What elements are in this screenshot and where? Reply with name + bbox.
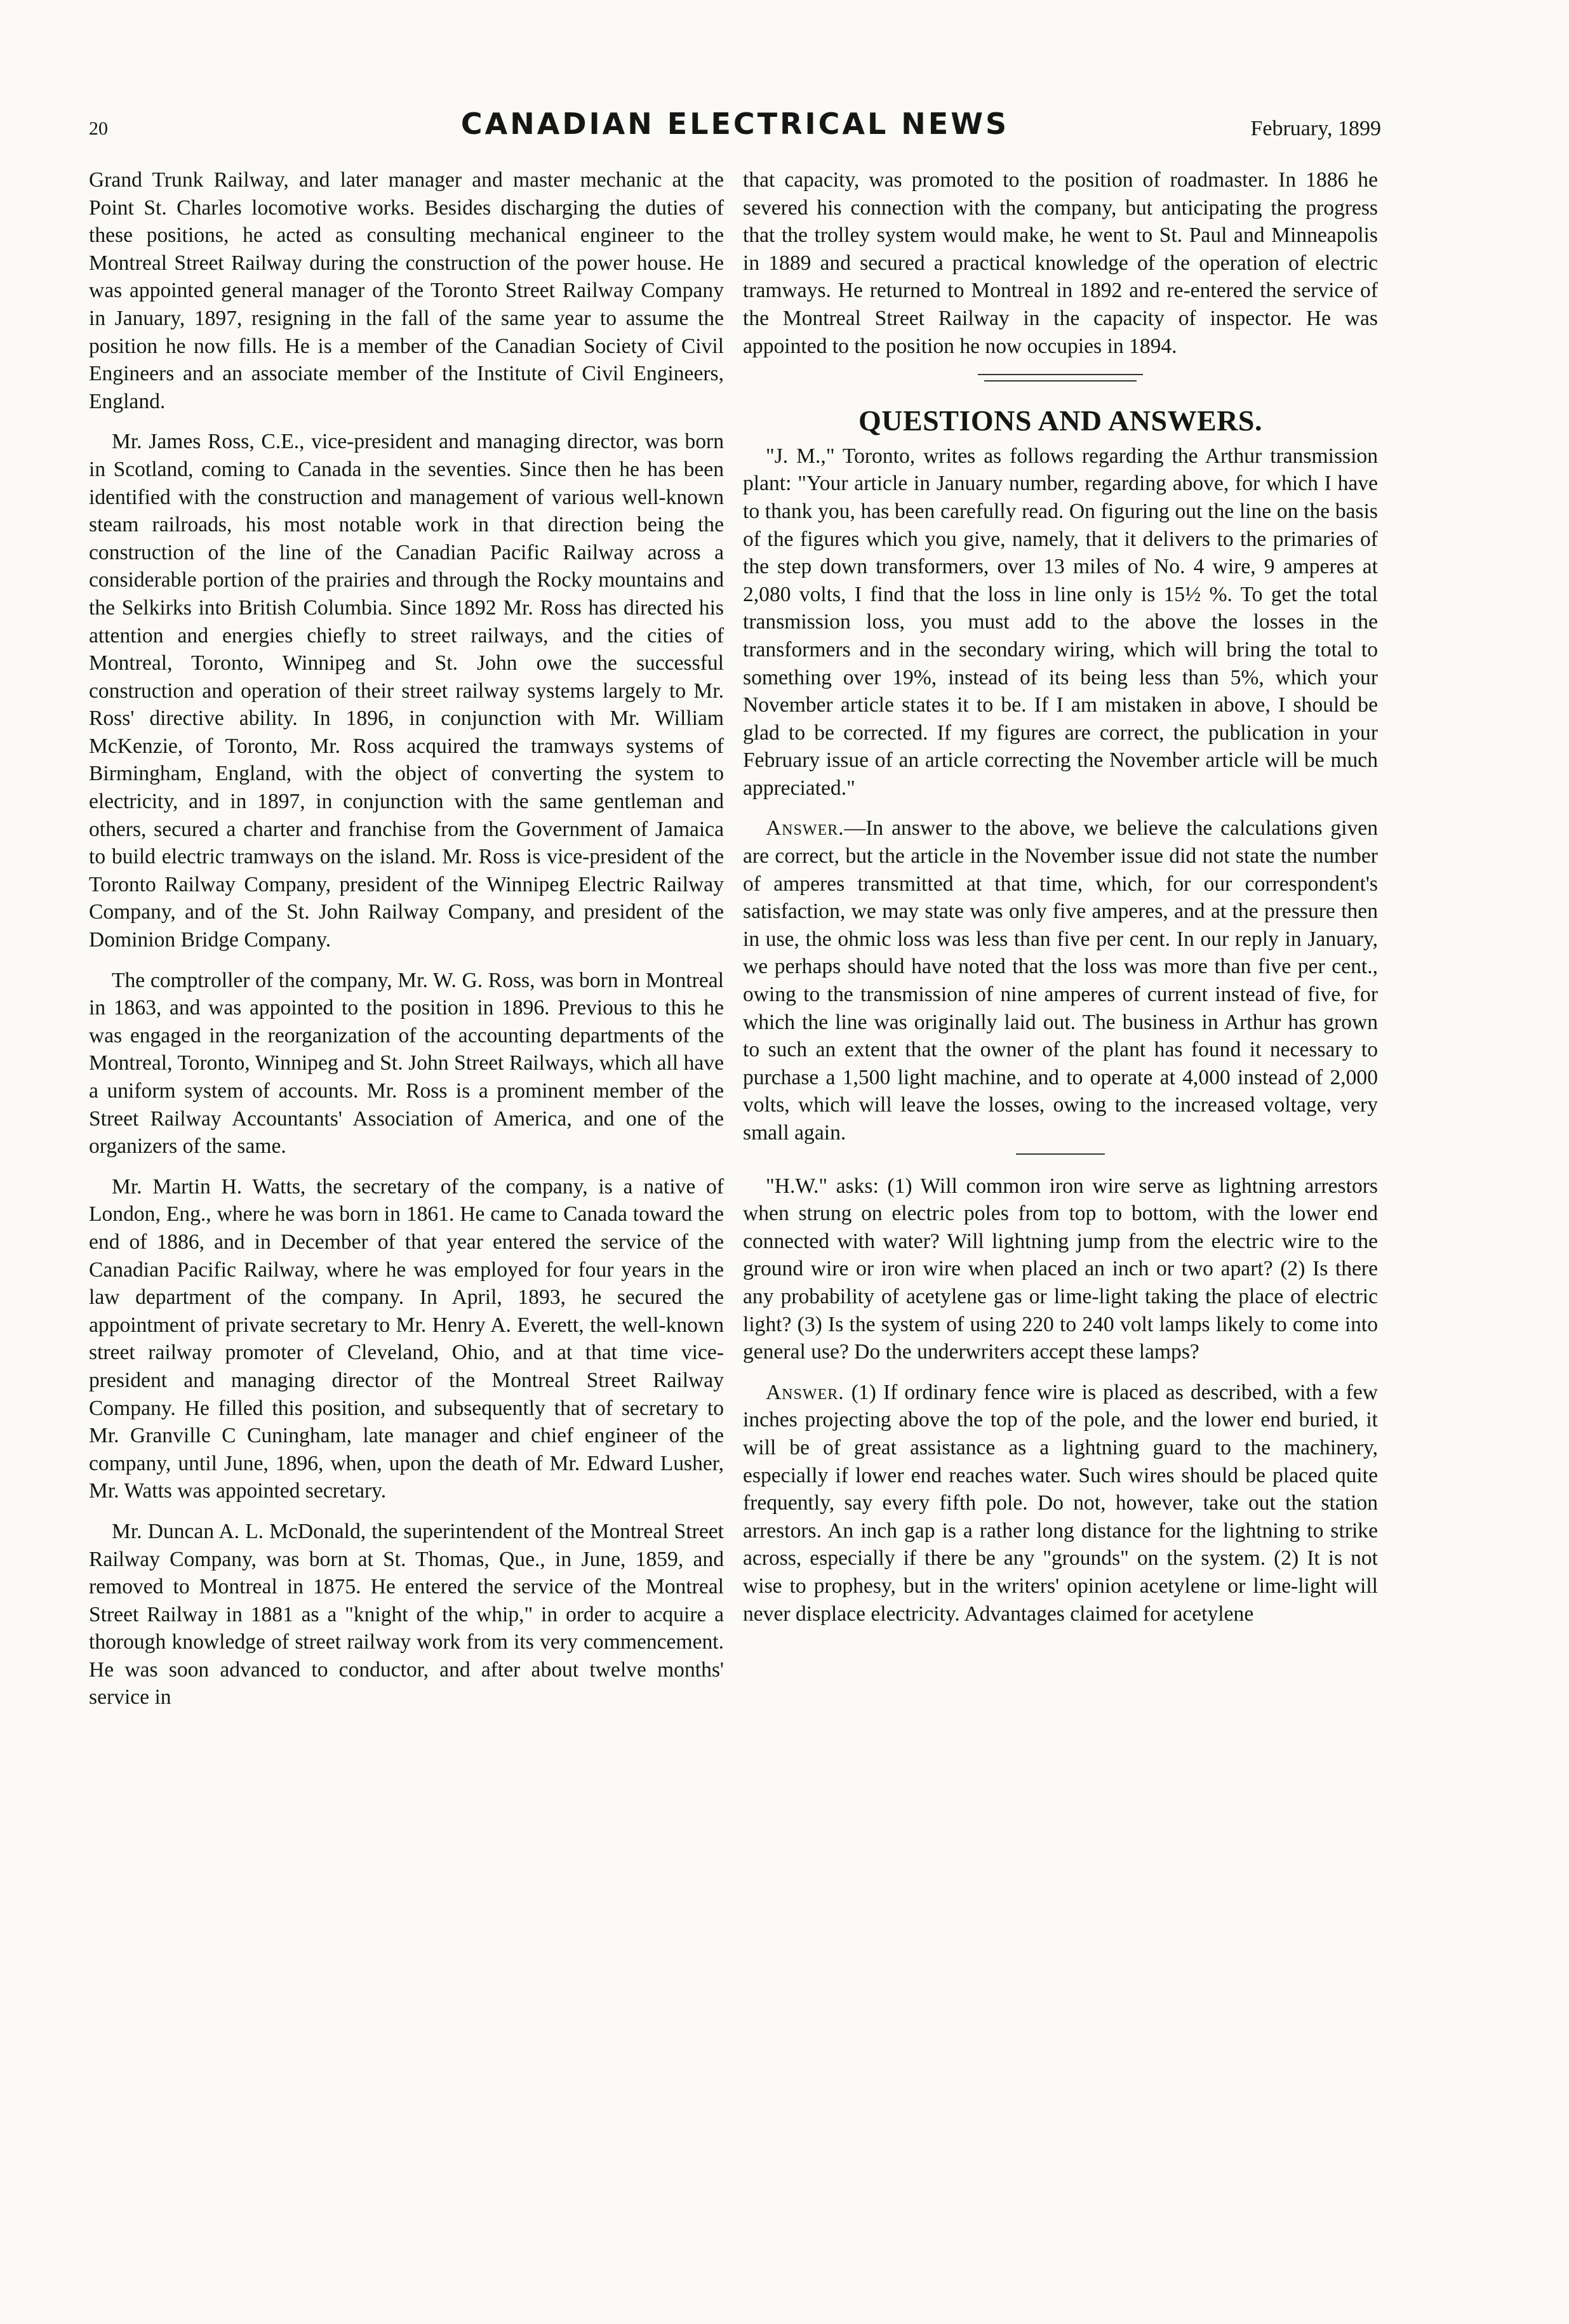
right-column [743,166,1378,1628]
page-header [89,107,1381,152]
article-paragraph: Grand Trunk Railway, and later manager and master mechanic at the Point St. Charles locomotive works. Besides discharging the duties of these positions, he acted as consulting mechanical engineer to the Montreal Street Railway during the construction of the power house. He was appointed general manager of the Toronto Street Railway Company in January, 1897, resigning in the fall of the same year to assume the position he now fills. He is a member of the Canadian Society of Civil Engineers and an associate member of the Institute of Civil Engineers, England. [89,168,724,413]
answer-text: —In answer to the above, we believe the calculations given are correct, but the article in the November issue did not state the number of amperes transmitted at that time, which, for our correspondent's satisfaction, we may state was only five amperes, and at the pressure then in use, the ohmic loss was less than five per cent. In our reply in January, we perhaps should have noted that the loss was more than five per cent., owing to the transmission of nine amperes of current instead of five, for which the line was originally laid out. The business in Arthur has grown to such an extent that the owner of the plant has found it necessary to purchase a 1,500 light machine, and to operate at 4,000 instead of 2,000 volts, which will leave the losses, owing to the increased voltage, very small again. [743,816,1378,1145]
answer-label: Answer. [766,1380,845,1404]
page-number: 20 [89,118,108,139]
article-paragraph: Mr. Duncan A. L. McDonald, the superintendent of the Montreal Street Railway Company, was born at St. Thomas, Que., in June, 1859, and removed to Montreal in 1875. He entered the service of the Montreal Street Railway in 1881 as a "knight of the whip," in order to acquire a thorough knowledge of street railway work from its very commencement. He was soon advanced to conductor, and after about twelve months' service in [89,1519,724,1710]
answer-paragraph [743,1379,1378,1628]
masthead: CANADIAN ELECTRICAL NEWS [460,107,1010,141]
answer-paragraph [743,814,1378,1146]
divider [1016,1153,1105,1155]
left-column [89,166,724,1711]
question-paragraph: "J. M.," Toronto, writes as follows regarding the Arthur transmission plant: "Your article in January number, regarding above, for which I have to thank you, has been carefully read. On figuring out the line on the basis of the figures which you give, namely, that it delivers to the primaries of the step down transformers, over 13 miles of No. 4 wire, 9 amperes at 2,080 volts, I find that the loss in line only is 15½ %. To get the total transmission loss, you must add to the above the losses in the transformers and in the secondary wiring, which will bring the total to something over 19%, instead of its being less than 5%, which your November article states it to be. If I am mistaken in above, I should be glad to be corrected. If my figures are correct, the publication in your February issue of an article correcting the November article will be much appreciated." [743,444,1378,800]
article-paragraph: Mr. James Ross, C.E., vice-president and managing director, was born in Scotland, coming to Canada in the seventies. Since then he has been identified with the construction and management of various well-known steam railroads, his most notable work in that direction being the construction of the line of the Canadian Pacific Railway across a considerable portion of the prairies and through the Rocky mountains and the Selkirks into British Columbia. Since 1892 Mr. Ross has directed his attention and energies chiefly to street railways, and the cities of Montreal, Toronto, Winnipeg and St. John owe the successful construction and operation of their street railway systems largely to Mr. Ross' directive ability. In 1896, in conjunction with Mr. William McKenzie, of Toronto, Mr. Ross acquired the tramways systems of Birmingham, England, with the object of converting the system to electricity, and in 1897, in conjunction with the same gentleman and others, secured a charter and franchise from the Government of Jamaica to build electric tramways on the island. Mr. Ross is vice-president of the Toronto Railway Company, president of the Winnipeg Electric Railway Company, and of the St. John Railway Company, and president of the Dominion Bridge Company. [89,430,724,952]
question-paragraph: "H.W." asks: (1) Will common iron wire serve as lightning arrestors when strung on electric poles from top to bottom, with the lower end connected with water? Will lightning jump from the electric wire to the ground wire or iron wire when placed an inch or two apart? (2) Is there any probability of acetylene gas or lime-light taking the place of electric light? (3) Is the system of using 220 to 240 volt lamps likely to come into general use? Do the underwriters accept these lamps? [743,1174,1378,1364]
section-rule [978,374,1143,375]
section-title: QUESTIONS AND ANSWERS. [858,404,1263,437]
answer-label: Answer. [766,816,845,840]
article-paragraph: Mr. Martin H. Watts, the secretary of the company, is a native of London, Eng., where he was born in 1861. He came to Canada toward the end of 1886, and in December of that year entered the service of the Canadian Pacific Railway, where he was employed for four years in the law department of the company. In April, 1893, he secured the appointment of private secretary to Mr. Henry A. Everett, the well-known street railway promoter of Cleveland, Ohio, and at that time vice-president and managing director of the Montreal Street Railway Company. He filled this position, and subsequently that of secretary to Mr. Granville C Cuningham, late manager and chief engineer of the company, until June, 1896, when, upon the death of Mr. Edward Lusher, Mr. Watts was appointed secretary. [89,1174,724,1503]
section-rule [984,380,1137,382]
continuation-paragraph: that capacity, was promoted to the position of roadmaster. In 1886 he severed his connection with the company, but anticipating the progress that the trolley system would make, he went to St. Paul and Minneapolis in 1889 and secured a practical knowledge of the operation of electric tramways. He returned to Montreal in 1892 and re-entered the service of the Montreal Street Railway in the capacity of inspector. He was appointed to the position he now occupies in 1894. [743,168,1378,358]
article-paragraph: The comptroller of the company, Mr. W. G. Ross, was born in Montreal in 1863, and was appointed to the position in 1896. Previous to this he was engaged in the reorganization of the accounting departments of the Montreal, Toronto, Winnipeg and St. John Street Railways, which all have a uniform system of accounts. Mr. Ross is a prominent member of the Street Railway Accountants' Association of America, and one of the organizers of the same. [89,968,724,1159]
answer-text: (1) If ordinary fence wire is placed as described, with a few inches projecting above the top of the pole, and the lower end buried, it will be of great assistance as a lightning guard to the machinery, especially if lower end reaches water. Such wires should be placed quite frequently, say every fifth pole. Do not, however, take out the station arrestors. An inch gap is a rather long distance for the lightning to strike across, especially if there be any "grounds" on the system. (2) It is not wise to prophesy, but in the writers' opinion acetylene or lime-light will never displace electricity. Advantages claimed for acetylene [743,1380,1378,1626]
issue-date: February, 1899 [1250,117,1381,140]
